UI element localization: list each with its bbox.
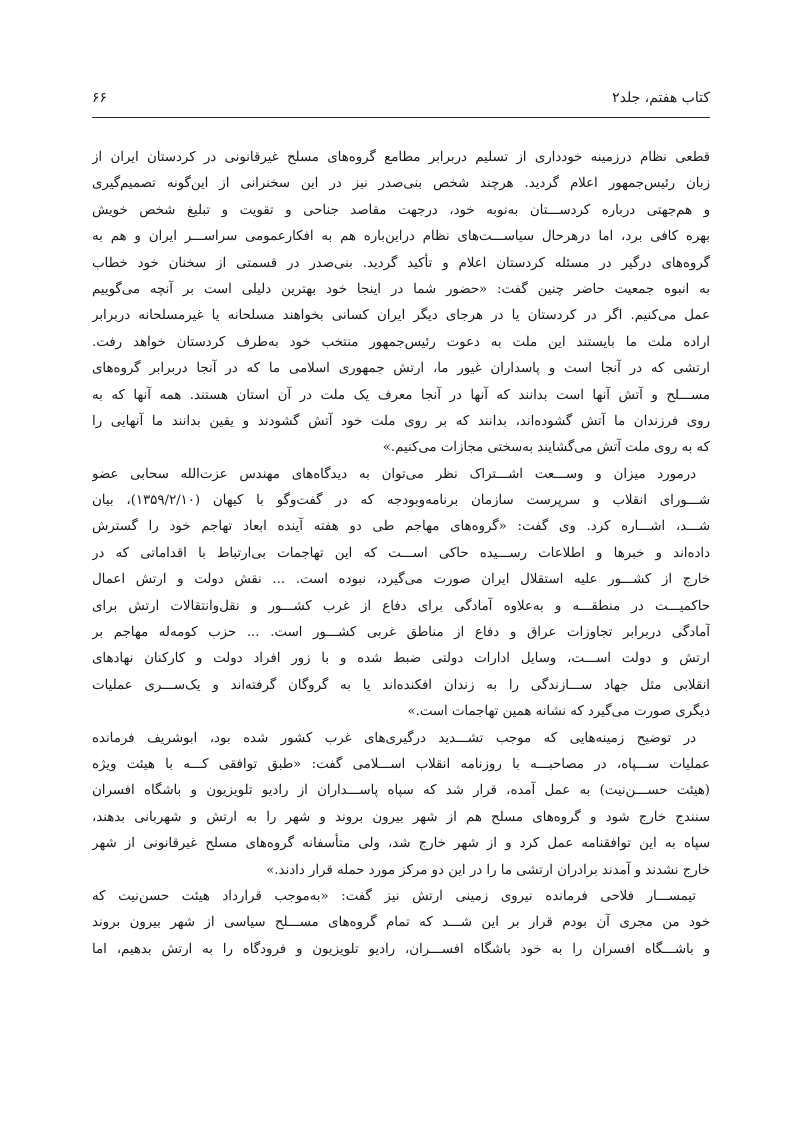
- text-line: داده‌اند و خبرها و اطلاعات رســـیده حاکی اســـت که این تهاجمات بی‌ارتباط با اقداماتی که در: [92, 545, 710, 561]
- text-line: مســـلح و آتش آنها است بدانند که آنها در آنجا معرف یک ملت در آن استان هستند. همه آنها که به: [92, 387, 710, 403]
- text-line: شـــد، اشـــاره کرد. وی گفت: «گروه‌های مهاجم طی دو هفته آینده ابعاد تهاجم خود را گسترش: [92, 519, 710, 535]
- text-line: شـــورای انقلاب و سرپرست سازمان برنامه‌وبودجه که در گفت‌وگو با کیهان (۱۳۵۹/۲/۱۰)، بیان: [92, 493, 710, 509]
- paragraph-start-line: درمورد میزان و وســـعت اشـــتراک نظر می‌توان به دیدگاه‌های مهندس عزت‌الله سحابی عضو: [92, 466, 696, 482]
- text-line: عملیات ســـپاه، در مصاحبـــه با روزنامه انقلاب اســـلامی گفت: «طبق توافقی کـــه با هیئت ویژه: [92, 756, 710, 772]
- paragraph-end-line: دیگری صورت می‌گیرد که نشانه همین تهاجمات است.»: [407, 704, 710, 720]
- text-line: قطعی نظام درزمینه خودداری از تسلیم دربرابر مطامع گروه‌های مسلح غیرقانونی در کردستان ایران از: [92, 150, 710, 165]
- paragraph-start-line: در توضیح زمینه‌هایی که موجب تشـــدید درگیری‌های غرب کشور شده بود، ابوشریف فرمانده: [92, 730, 696, 746]
- paragraph-start-line: تیمســـار فلاحی فرمانده نیروی زمینی ارتش نیز گفت: «به‌موجب قرارداد هیئت حسن‌نیت که: [92, 888, 696, 904]
- paragraph-end-line: که به روی ملت آتش می‌گشایند به‌سختی مجازات می‌کنیم.»: [382, 440, 710, 456]
- paragraph-end-line: خارج نشدند و آمدند برادران ارتشی ما را در این دو مرکز مورد حمله قرار دادند.»: [266, 862, 710, 878]
- text-line: گروه‌های درگیر در مسئله کردستان اعلام و تأکید گردید. بنی‌صدر در قسمتی از سخنان خود خطاب: [92, 255, 710, 271]
- text-line: ارتش و دولت اســـت، وسایل ادارات دولتی ضبط شده و با زور افراد دولت و کارکنان نهادهای: [92, 651, 710, 667]
- text-line: و هم‌جهتی درباره کردســـتان به‌نوبه خود، درجهت مقاصد جناحی و تقویت و تبلیغ شخص خویش: [92, 202, 710, 218]
- text-line: اراده ملت ما بایستند این ملت به دعوت رئیس‌جمهور منتخب خود به‌طرف کردستان خواهد رفت.: [92, 334, 710, 350]
- text-line: حاکمیـــت در منطقـــه و به‌علاوه آمادگی برای دفاع از غرب کشـــور و نقل‌وانتقالات ارتش برای: [92, 598, 710, 614]
- page-number: ۶۶: [92, 90, 108, 106]
- text-line: به انبوه جمعیت حاضر چنین گفت: «حضور شما در اینجا خود بهترین دلیلی است بر آنچه می‌گوییم: [92, 281, 710, 297]
- text-line: بهره کافی برد، اما درهرحال سیاســـت‌های نظام دراین‌باره هم به افکارعمومی سراســـر ایران و هم به: [92, 229, 710, 245]
- running-header: [92, 88, 710, 110]
- header-divider: [92, 117, 710, 118]
- text-line: خارج از کشـــور علیه استقلال ایران صورت می‌گیرد، نبوده است. ... نقش دولت و ارتش اعمال: [92, 572, 710, 588]
- text-line: آمادگی دربرابر تجاوزات عراق و دفاع از مناطق غربی کشـــور است. ... حزب کومه‌له مهاجم بر: [92, 625, 710, 641]
- text-line: خود من مجری آن بودم قرار بر این شـــد که تمام گروه‌های مســـلح سیاسی از شهر بیرون بروند: [92, 915, 710, 931]
- text-line: (هیئت حســـن‌نیت) به عمل آمده، قرار شد که سپاه پاســـداران از رادیو تلویزیون و باشگاه افسران: [92, 783, 710, 799]
- text-line: زبان رئیس‌جمهور اعلام گردید. هرچند شخص بنی‌صدر نیز در این سخنرانی از این‌گونه تصمیم‌گیری: [92, 176, 710, 192]
- text-line: سپاه به این توافقنامه عمل کرد و از شهر خارج شد، ولی متأسفانه گروه‌های مسلح غیرقانونی از شهر: [92, 836, 710, 852]
- text-line: روی فرزندان ما آتش گشوده‌اند، بدانند که بر روی ملت خود آتش گشودند و یقین بدانند ما آنهایی را: [92, 413, 710, 429]
- text-line: انقلابی مثل جهاد ســـازندگی را به زندان افکنده‌اند یا به گروگان گرفته‌اند و یک‌ســـری عملیات: [92, 677, 710, 693]
- running-title: کتاب هفتم، جلد۲: [612, 90, 710, 106]
- text-line: ارتشی که در آنجا است و پاسداران غیور ما، ارتش جمهوری اسلامی ما که در آنجا دربرابر گروه‌های: [92, 361, 710, 377]
- text-line: عمل می‌کنیم. اگر در کردستان یا در هرجای دیگر ایران کسانی بخواهند مسلحانه یا غیرمسلحانه دربرابر: [92, 308, 710, 324]
- body-text: [92, 145, 710, 963]
- text-line: سنندج خارج شود و گروه‌های مسلح هم از شهر بیرون بروند و شهر را به ارتش و شهربانی بدهند،: [92, 809, 710, 825]
- text-line: و باشـــگاه افسران را به خود باشگاه افســـران، رادیو تلویزیون و فرودگاه را به ارتش بدهیم، اما: [92, 941, 710, 957]
